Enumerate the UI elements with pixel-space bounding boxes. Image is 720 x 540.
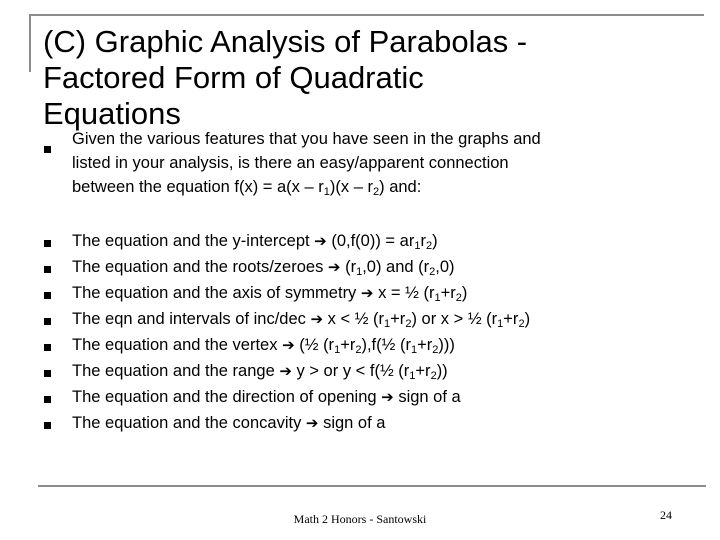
item-text: The equation and the range: [72, 362, 280, 380]
intro-line-3-mid: )(x – r: [329, 178, 373, 196]
arrow-right-icon: ➔: [305, 415, 319, 432]
item-text: ): [461, 284, 468, 302]
item-text: y > or y < f(½ (r: [291, 362, 410, 380]
arrow-right-icon: ➔: [314, 233, 327, 250]
item-text: x = ½ (r: [373, 284, 435, 302]
subscript: 2: [355, 344, 362, 356]
footer-rule: [38, 485, 706, 487]
item-text: ) or x > ½ (r: [411, 310, 498, 328]
subscript: 1: [409, 370, 416, 382]
subscript: 2: [425, 240, 433, 252]
subscript: 2: [405, 318, 412, 330]
item-text: +r: [503, 310, 519, 328]
bullet-icon: [44, 266, 51, 273]
list-item: [72, 413, 385, 434]
bullet-icon: [44, 318, 51, 325]
item-text: ): [432, 232, 438, 250]
item-text: +r: [415, 362, 431, 380]
item-text: (0,f(0)) = ar: [326, 232, 415, 250]
item-text: +r: [390, 310, 406, 328]
item-text: The equation and the y-intercept: [72, 232, 315, 250]
item-text: r: [420, 232, 426, 250]
arrow-right-icon: ➔: [327, 259, 341, 276]
subscript: 1: [434, 292, 441, 304]
item-text: )): [436, 362, 448, 380]
subscript: 1: [410, 344, 418, 356]
title-line-1: (C) Graphic Analysis of Parabolas -: [43, 24, 528, 59]
list-item: [72, 309, 530, 330]
intro-line-3: [72, 177, 421, 198]
item-text: ))): [438, 336, 455, 354]
item-text: +r: [340, 336, 356, 354]
item-text: ,0) and (r: [362, 258, 430, 276]
item-text: (r: [340, 258, 357, 276]
subscript: 1: [356, 266, 363, 278]
item-text: The equation and the direction of opening: [72, 388, 382, 406]
intro-line-3-post: ) and:: [379, 178, 422, 196]
list-item: [72, 231, 438, 252]
item-text: The eqn and intervals of inc/dec: [72, 310, 311, 328]
subscript: 2: [432, 344, 439, 356]
item-text: sign of a: [318, 414, 386, 432]
item-text: ),f(½ (r: [361, 336, 411, 354]
left-rule: [29, 14, 31, 72]
subscript: 2: [455, 292, 462, 304]
bullet-icon: [44, 422, 51, 429]
item-text: ): [524, 310, 531, 328]
item-text: The equation and the roots/zeroes: [72, 258, 328, 276]
arrow-right-icon: ➔: [282, 337, 295, 354]
arrow-right-icon: ➔: [310, 311, 324, 328]
slide-title: [43, 24, 703, 132]
item-text: sign of a: [393, 388, 461, 406]
footer-text: [0, 512, 720, 527]
item-text: ,0): [435, 258, 455, 276]
page-number: 24: [660, 508, 672, 522]
arrow-right-icon: ➔: [279, 363, 292, 380]
item-text: The equation and the concavity: [72, 414, 306, 432]
bullet-icon: [44, 240, 51, 247]
list-item: [72, 335, 455, 356]
subscript: 2: [429, 266, 436, 278]
item-text: The equation and the axis of symmetry: [72, 284, 361, 302]
item-text: (½ (r: [294, 336, 335, 354]
bullet-icon: [44, 396, 51, 403]
list-item: [72, 387, 461, 408]
item-text: The equation and the vertex: [72, 336, 283, 354]
subscript: 1: [414, 240, 421, 252]
list-item: [72, 361, 448, 382]
subscript: 2: [518, 318, 525, 330]
list-item: [72, 283, 467, 304]
item-text: x < ½ (r: [323, 310, 385, 328]
arrow-right-icon: ➔: [360, 285, 374, 302]
footer-label: Math 2 Honors - Santowski: [293, 512, 427, 526]
title-line-2: Factored Form of Quadratic: [43, 60, 424, 95]
title-line-3: Equations: [43, 96, 181, 131]
subscript: 2: [430, 370, 437, 382]
item-text: +r: [417, 336, 433, 354]
subscript: 1: [497, 318, 504, 330]
intro-line-1: Given the various features that you have seen in the graphs and: [72, 130, 541, 148]
bullet-icon: [44, 344, 51, 351]
top-rule: [29, 14, 704, 16]
intro-line-2: listed in your analysis, is there an easy/apparent connection: [72, 154, 509, 172]
intro-line-3-pre: between the equation f(x) = a(x – r: [72, 178, 324, 196]
subscript: 1: [384, 318, 391, 330]
bullet-icon: [44, 292, 51, 299]
arrow-right-icon: ➔: [381, 389, 394, 406]
bullet-icon: [44, 370, 51, 377]
subscript: 2: [373, 186, 380, 198]
bullet-icon: [44, 146, 51, 153]
subscript: 1: [334, 344, 341, 356]
item-text: +r: [440, 284, 456, 302]
list-item: [72, 257, 455, 278]
subscript: 1: [323, 186, 330, 198]
